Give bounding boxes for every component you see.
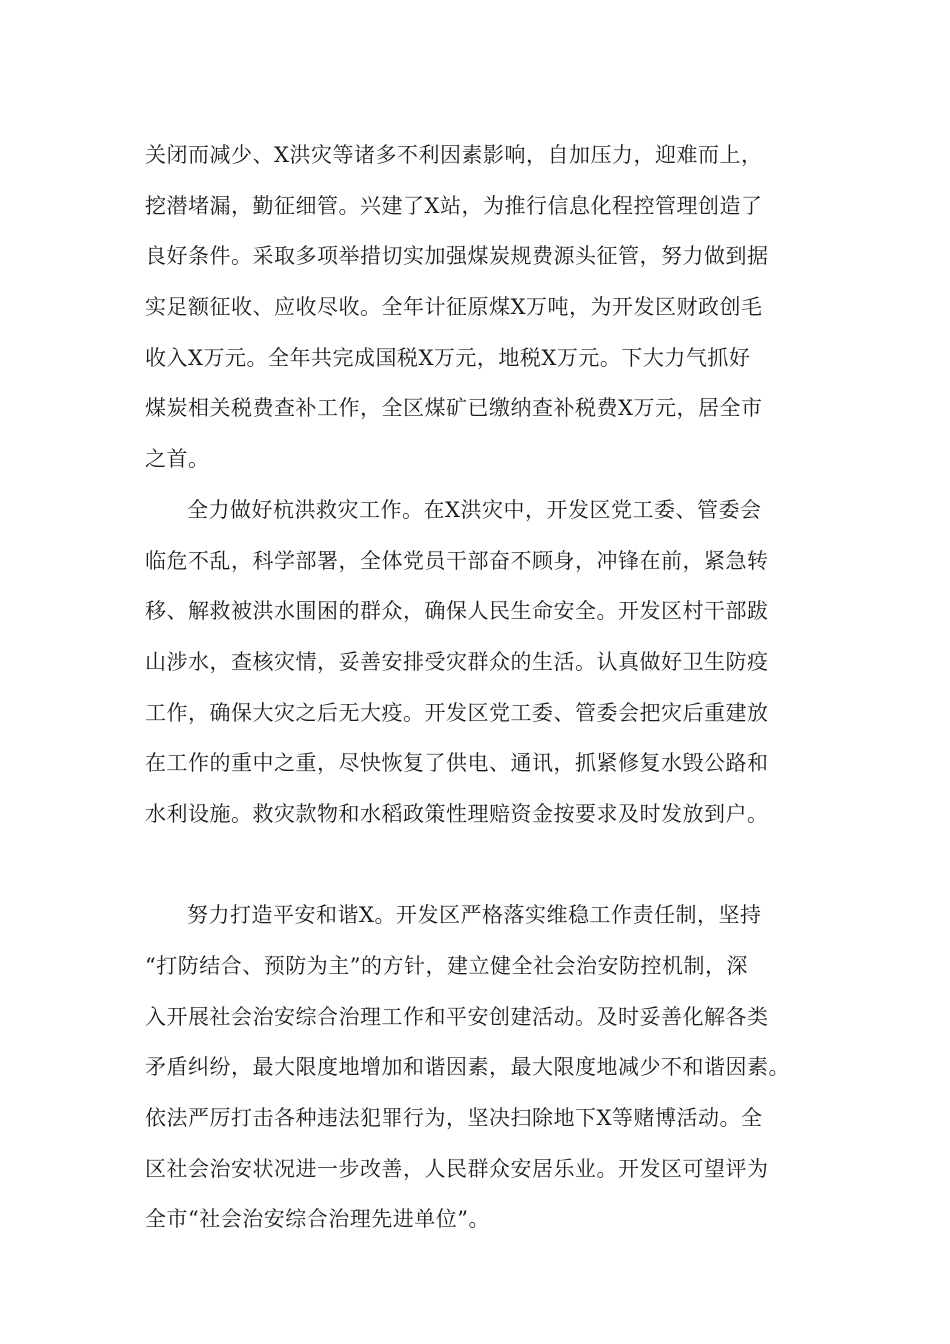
text-line: 全市“社会治安综合治理先进单位”。 bbox=[145, 1207, 490, 1232]
text-line: 移、解救被洪水围困的群众，确保人民生命安全。开发区村干部跋 bbox=[145, 599, 769, 624]
text-line: 实足额征收、应收尽收。全年计征原煤X万吨，为开发区财政创毛 bbox=[145, 295, 763, 320]
text-line: 之首。 bbox=[145, 447, 210, 472]
text-line: “打防结合、预防为主”的方针，建立健全社会治安防控机制，深 bbox=[145, 954, 748, 978]
text-line: 工作，确保大灾之后无大疫。开发区党工委、管委会把灾后重建放 bbox=[145, 700, 769, 725]
text-line: 依法严厉打击各种违法犯罪行为，坚决扫除地下X等赌博活动。全 bbox=[145, 1106, 763, 1131]
text-line: 关闭而减少、X洪灾等诸多不利因素影响，自加压力，迎难而上， bbox=[145, 143, 763, 167]
text-line: 努力打造平安和谐X。开发区严格落实维稳工作责任制，坚持 bbox=[187, 903, 762, 928]
text-line: 入开展社会治安综合治理工作和平安创建活动。及时妥善化解各类 bbox=[145, 1004, 769, 1029]
text-line: 在工作的重中之重，尽快恢复了供电、通讯，抓紧修复水毁公路和 bbox=[145, 751, 769, 776]
text-line: 全力做好杭洪救灾工作。在X洪灾中，开发区党工委、管委会 bbox=[187, 497, 762, 522]
document-body bbox=[145, 130, 825, 1245]
text-line: 煤炭相关税费查补工作，全区煤矿已缴纳查补税费X万元，居全市 bbox=[145, 396, 763, 421]
text-line: 临危不乱，科学部署，全体党员干部奋不顾身，冲锋在前，紧急转 bbox=[145, 548, 769, 573]
text-line: 水利设施。救灾款物和水稻政策性理赔资金按要求及时发放到户。 bbox=[145, 801, 769, 826]
paragraph-1 bbox=[145, 130, 825, 485]
paragraph-3 bbox=[145, 890, 825, 1245]
text-line: 收入X万元。全年共完成国税X万元，地税X万元。下大力气抓好 bbox=[145, 345, 751, 370]
text-line: 矛盾纠纷，最大限度地增加和谐因素，最大限度地减少不和谐因素。 bbox=[145, 1055, 790, 1080]
text-line: 挖潜堵漏，勤征细管。兴建了X站，为推行信息化程控管理创造了 bbox=[145, 193, 763, 218]
paragraph-2 bbox=[145, 485, 825, 891]
text-line: 山涉水，查核灾情，妥善安排受灾群众的生活。认真做好卫生防疫 bbox=[145, 649, 769, 674]
text-line: 良好条件。采取多项举措切实加强煤炭规费源头征管，努力做到据 bbox=[145, 244, 769, 269]
text-line: 区社会治安状况进一步改善，人民群众安居乐业。开发区可望评为 bbox=[145, 1156, 769, 1181]
text-line bbox=[145, 840, 825, 891]
